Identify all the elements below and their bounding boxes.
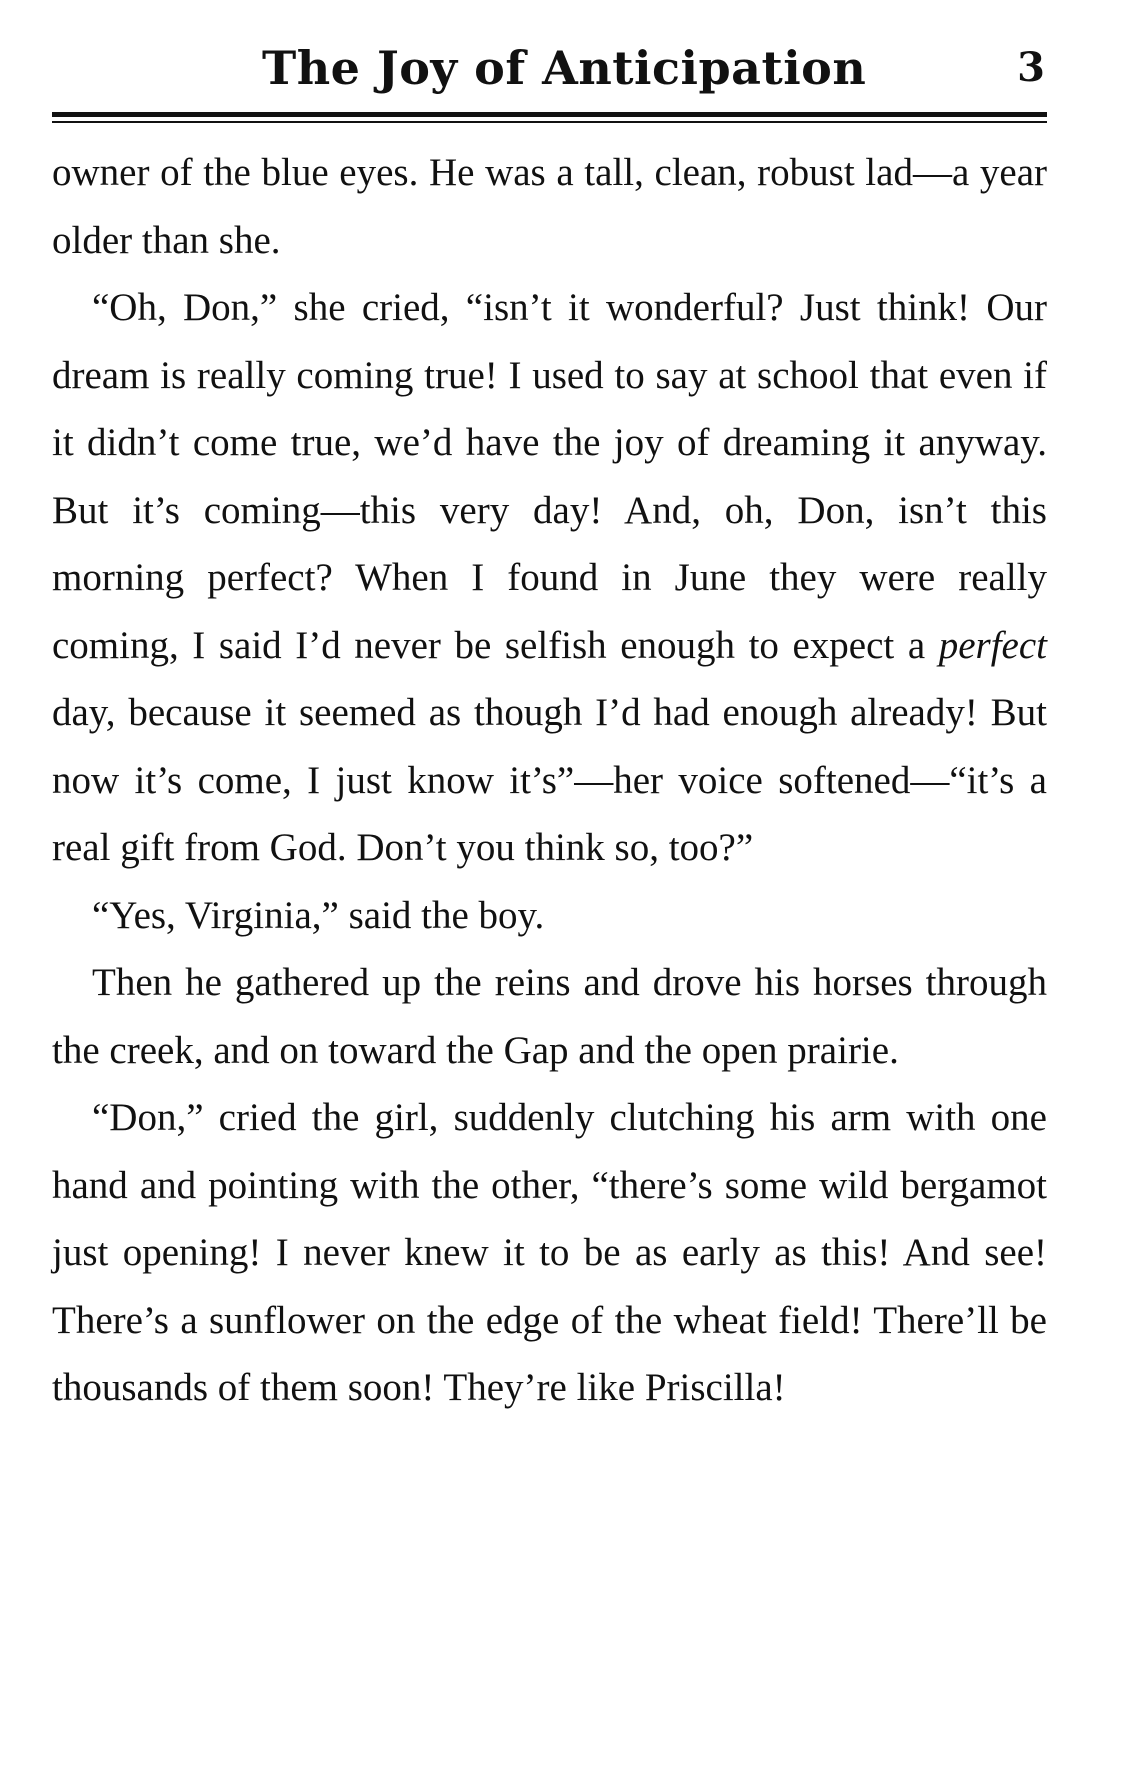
paragraph-text: “Yes, Virginia,” said the boy.	[92, 893, 545, 937]
paragraph	[52, 949, 1047, 1084]
paragraph	[52, 274, 1047, 882]
header-rule-thin	[52, 121, 1047, 123]
paragraph	[52, 1084, 1047, 1422]
running-head: The Joy of Anticipation	[262, 41, 867, 95]
paragraph-text: “Don,” cried the girl, suddenly clutching his arm with one hand and pointing with the other, “there’s some wild bergamot just opening! I never knew it to be as early as this! And see! There’s a sunflower on the edge of the wheat field! There’ll be thousands of them soon! They’re like Priscilla!	[52, 1096, 1047, 1409]
book-page	[52, 38, 1047, 1422]
paragraph-text: Then he gathered up the reins and drove his horses through the creek, and on toward the Gap and the open prairie.	[52, 961, 1047, 1072]
page-number: 3	[1017, 44, 1045, 91]
page-header	[52, 38, 1047, 98]
paragraph-text: “Oh, Don,” she cried, “isn’t it wonderful? Just think! Our dream is really coming true! I used to say at school that even if it didn’t come true, we’d have the joy of dreaming it anyway. But it’s coming—this very day! And, oh, Don, isn’t this morning perfect? When I found in June they were really coming, I said I’d never be selfish enough to expect a	[52, 286, 1047, 667]
paragraph-text: owner of the blue eyes. He was a tall, clean, robust lad—a year older than she.	[52, 151, 1047, 262]
header-rule	[52, 112, 1047, 123]
paragraph	[52, 882, 1047, 950]
paragraph	[52, 139, 1047, 274]
paragraph-text: day, because it seemed as though I’d had enough already! But now it’s come, I just know it’s”—her voice softened—“it’s a real gift from God. Don’t you think so, too?”	[52, 691, 1047, 869]
emphasized-word: perfect	[938, 623, 1047, 667]
body-text	[52, 139, 1047, 1422]
